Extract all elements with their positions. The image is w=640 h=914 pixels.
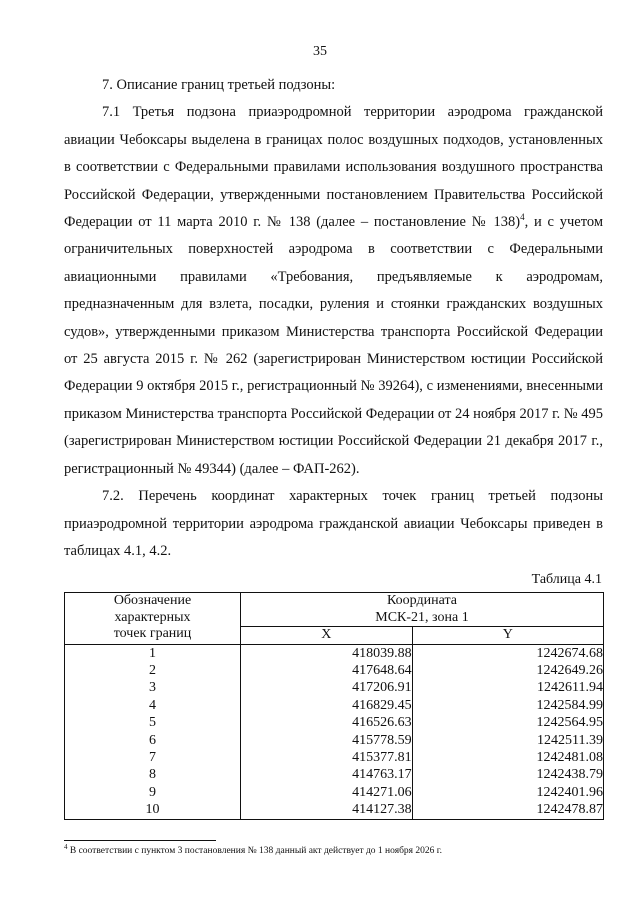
point-number-cell: 1 — [65, 644, 241, 662]
header-point-name-line1: Обозначение — [113, 593, 192, 608]
header-x: X — [241, 627, 413, 645]
footnote-separator — [64, 840, 216, 841]
table-body — [65, 644, 604, 819]
point-number-cell: 4 — [65, 697, 241, 714]
y-coordinate-cell: 1242438.79 — [412, 766, 603, 783]
document-body — [64, 72, 603, 565]
y-coordinate-cell: 1242401.96 — [412, 784, 603, 801]
table-row — [65, 697, 604, 714]
y-coordinate-cell: 1242649.26 — [412, 662, 603, 679]
table-row — [65, 714, 604, 731]
coordinates-table — [64, 592, 604, 820]
header-coordinate-line1: Координата — [387, 593, 457, 608]
paragraph-7-2: 7.2. Перечень координат характерных точек границ третьей подзоны приаэродромной территории аэродрома гражданской авиации Чебоксары приведен в таблицах 4.1, 4.2. — [64, 488, 603, 559]
table-row — [65, 679, 604, 696]
footnote-mark: 4 — [64, 842, 68, 851]
x-coordinate-cell: 414127.38 — [241, 801, 413, 819]
header-point-name-line3: точек границ — [113, 626, 192, 641]
section-heading: 7. Описание границ третьей подзоны: — [102, 77, 336, 93]
point-number-cell: 3 — [65, 679, 241, 696]
point-number-cell: 8 — [65, 766, 241, 783]
point-number-cell: 9 — [65, 784, 241, 801]
header-coordinate-line2: МСК-21, зона 1 — [375, 609, 469, 625]
point-number-cell: 6 — [65, 732, 241, 749]
x-coordinate-cell: 416526.63 — [241, 714, 413, 731]
table-row — [65, 784, 604, 801]
y-coordinate-cell: 1242564.95 — [412, 714, 603, 731]
table-row — [65, 662, 604, 679]
point-number-cell: 2 — [65, 662, 241, 679]
x-coordinate-cell: 418039.88 — [241, 644, 413, 662]
y-coordinate-cell: 1242674.68 — [412, 644, 603, 662]
header-point-name — [65, 593, 241, 645]
header-coordinate — [241, 593, 604, 627]
paragraph-7-1-part1: 7.1 Третья подзона приаэродромной территории аэродрома гражданской авиации Чебоксары выделена в границах полос воздушных подходов, установленных в соответствии с Федеральными правилами использования воздушного пространства Российской Федерации, утвержденными постановлением Правительства Российской Федерации от 11 марта 2010 г. № 138 (далее – постановление № 138) — [64, 104, 603, 231]
y-coordinate-cell: 1242478.87 — [412, 801, 603, 819]
x-coordinate-cell: 416829.45 — [241, 697, 413, 714]
y-coordinate-cell: 1242511.39 — [412, 732, 603, 749]
y-coordinate-cell: 1242481.08 — [412, 749, 603, 766]
table-row — [65, 644, 604, 662]
table-row — [65, 732, 604, 749]
point-number-cell: 7 — [65, 749, 241, 766]
x-coordinate-cell: 415778.59 — [241, 732, 413, 749]
x-coordinate-cell: 414271.06 — [241, 784, 413, 801]
header-point-name-line2: характерных — [114, 609, 191, 625]
x-coordinate-cell: 414763.17 — [241, 766, 413, 783]
x-coordinate-cell: 417206.91 — [241, 679, 413, 696]
header-y: Y — [412, 627, 603, 645]
paragraph-7-1-part2: , и с учетом ограничительных поверхностей аэродрома в соответствии с Федеральными авиационными правилами «Требования, предъявляемые к аэродромам, предназначенным для взлета, посадки, руления и стоянки гражданских воздушных судов», утвержденными приказом Министерства транспорта Российской Федерации от 25 августа 2015 г. № 262 (зарегистрирован Министерством юстиции Российской Федерации 9 октября 2015 г., регистрационный № 39264), с изменениями, внесенными приказом Министерства транспорта Российской Федерации от 24 ноября 2017 г. № 495 (зарегистрирован Министерством юстиции Российской Федерации 21 декабря 2017 г., регистрационный № 49344) (далее – ФАП-262). — [64, 214, 603, 477]
footnote-text: В соответствии с пунктом 3 постановления № 138 данный акт действует до 1 ноября 2026 г. — [67, 846, 442, 856]
page-number: 35 — [313, 44, 327, 59]
table-row — [65, 801, 604, 819]
point-number-cell: 10 — [65, 801, 241, 819]
table-caption: Таблица 4.1 — [531, 572, 602, 587]
y-coordinate-cell: 1242584.99 — [412, 697, 603, 714]
x-coordinate-cell: 417648.64 — [241, 662, 413, 679]
footnote — [64, 842, 442, 856]
point-number-cell: 5 — [65, 714, 241, 731]
paragraph-7-1 — [64, 99, 603, 483]
y-coordinate-cell: 1242611.94 — [412, 679, 603, 696]
footnote-reference[interactable]: 4 — [520, 212, 525, 223]
table-row — [65, 749, 604, 766]
table-row — [65, 766, 604, 783]
x-coordinate-cell: 415377.81 — [241, 749, 413, 766]
